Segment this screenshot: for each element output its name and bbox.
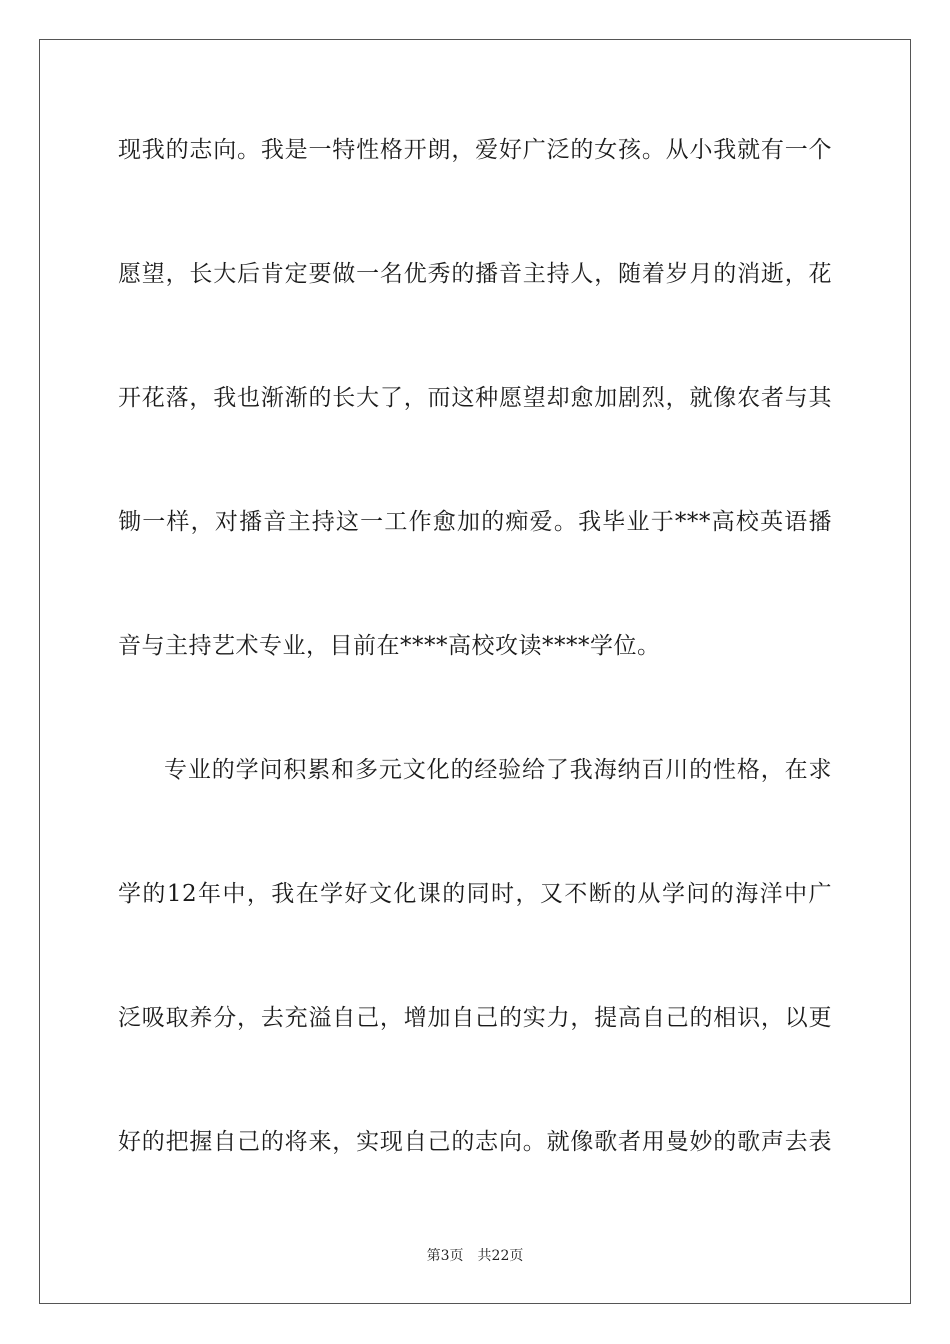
text-line: 现我的志向。我是一特性格开朗，爱好广泛的女孩。从小我就有一个 (118, 137, 832, 163)
page-number: 第3页 (426, 1248, 464, 1264)
page-border (39, 39, 911, 1304)
text-line: 好的把握自己的将来，实现自己的志向。就像歌者用曼妙的歌声去表 (118, 1129, 832, 1155)
text-line: 锄一样，对播音主持这一工作愈加的痴爱。我毕业于***高校英语播 (118, 509, 832, 535)
paragraph-first-line: 专业的学问积累和多元文化的经验给了我海纳百川的性格，在求 (164, 757, 832, 783)
page-footer (0, 1247, 950, 1265)
text-line: 开花落，我也渐渐的长大了，而这种愿望却愈加剧烈，就像农者与其 (118, 385, 832, 411)
page-total: 共22页 (477, 1248, 524, 1264)
text-line: 泛吸取养分，去充溢自己，增加自己的实力，提高自己的相识，以更 (118, 1005, 832, 1031)
text-line: 愿望，长大后肯定要做一名优秀的播音主持人，随着岁月的消逝，花 (118, 261, 832, 287)
text-line: 音与主持艺术专业，目前在****高校攻读****学位。 (118, 633, 661, 659)
text-line: 学的12年中，我在学好文化课的同时，又不断的从学问的海洋中广 (118, 881, 832, 907)
